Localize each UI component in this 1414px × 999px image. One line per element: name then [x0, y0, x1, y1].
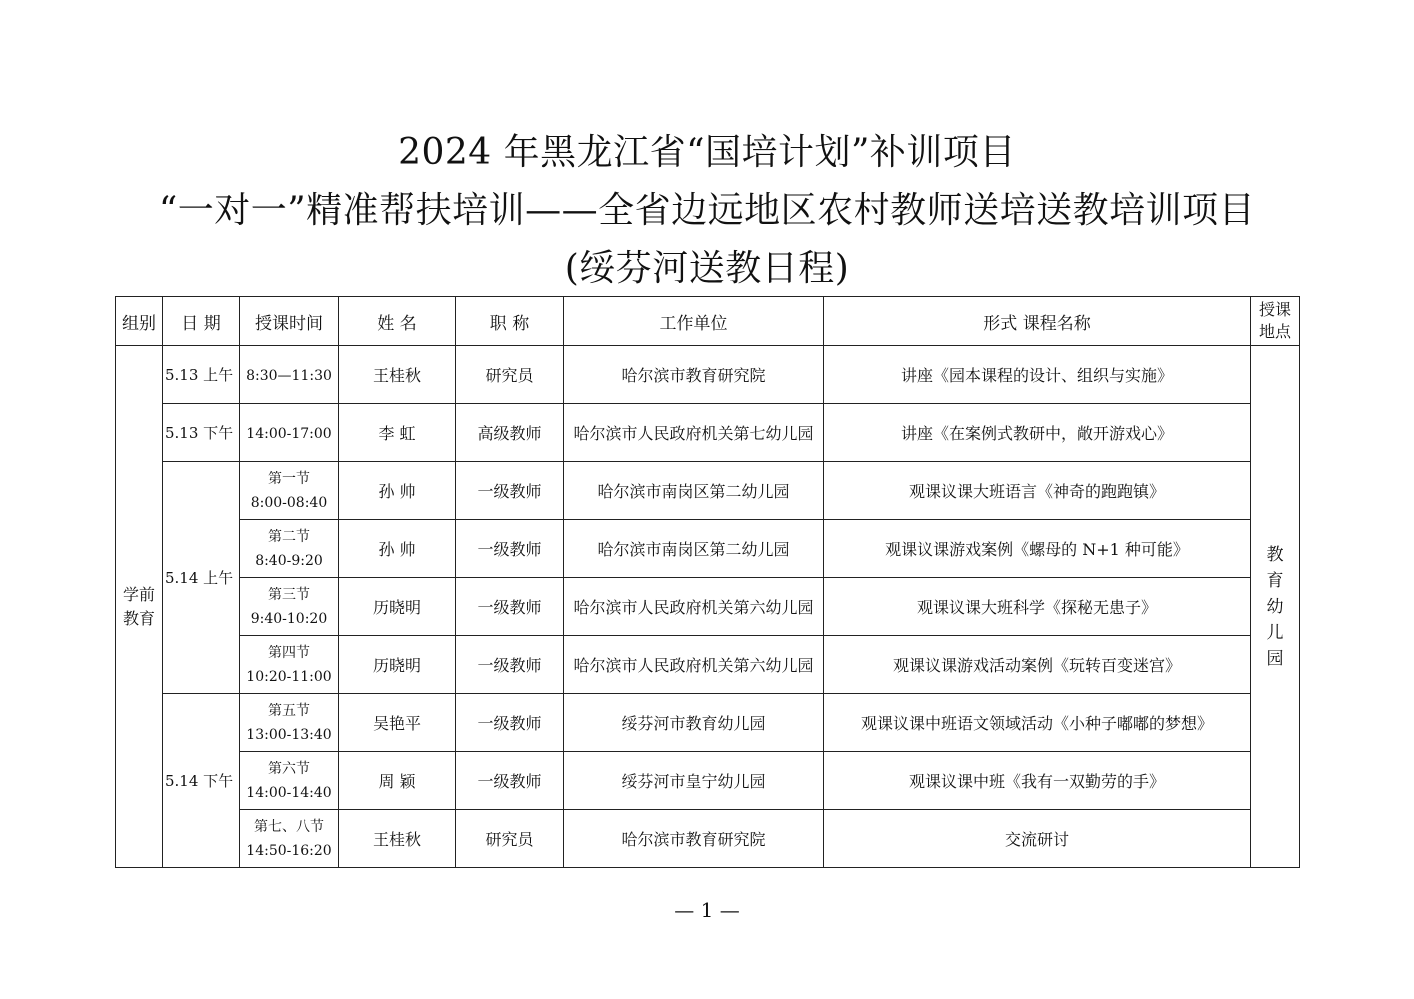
- slot-time: 10:20-11:00: [246, 668, 332, 685]
- group-cell: [116, 346, 163, 868]
- page-number: — 1 —: [674, 898, 740, 922]
- table-row: [116, 520, 1300, 578]
- name-cell: 吴艳平: [339, 694, 456, 752]
- name-cell: 周 颖: [339, 752, 456, 810]
- header-place-line2: 地点: [1258, 322, 1291, 341]
- table-row: [116, 346, 1300, 404]
- title-cell: 一级教师: [456, 694, 564, 752]
- time-cell: [240, 810, 339, 868]
- table-row: [116, 578, 1300, 636]
- time-cell: [240, 578, 339, 636]
- time-text: 8:30—11:30: [246, 368, 332, 384]
- time-cell: [240, 694, 339, 752]
- unit-cell: 哈尔滨市人民政府机关第六幼儿园: [564, 636, 824, 694]
- course-cell: 观课议课中班《我有一双勤劳的手》: [824, 752, 1251, 810]
- date-cell: 5.13 下午: [163, 404, 240, 462]
- slot-label: 第四节: [268, 644, 310, 661]
- unit-cell: 哈尔滨市南岗区第二幼儿园: [564, 520, 824, 578]
- time-cell: [240, 346, 339, 404]
- date-cell: 5.14 下午: [163, 694, 240, 868]
- header-place: [1251, 297, 1300, 346]
- place-char: 育: [1266, 570, 1284, 591]
- title-cell: 一级教师: [456, 462, 564, 520]
- table-row: [116, 810, 1300, 868]
- unit-cell: 哈尔滨市南岗区第二幼儿园: [564, 462, 824, 520]
- unit-cell: 哈尔滨市教育研究院: [564, 346, 824, 404]
- unit-cell: 绥芬河市教育幼儿园: [564, 694, 824, 752]
- time-cell: [240, 404, 339, 462]
- name-cell: 孙 帅: [339, 462, 456, 520]
- time-text: 14:00-17:00: [246, 426, 332, 442]
- time-cell: [240, 752, 339, 810]
- course-cell: 观课议课大班语言《神奇的跑跑镇》: [824, 462, 1251, 520]
- slot-label: 第一节: [268, 470, 310, 487]
- table-row: [116, 462, 1300, 520]
- table-row: [116, 752, 1300, 810]
- place-char: 教: [1266, 544, 1284, 565]
- course-cell: 讲座《在案例式教研中，敞开游戏心》: [824, 404, 1251, 462]
- slot-time: 13:00-13:40: [246, 726, 332, 743]
- course-cell: 观课议课中班语文领域活动《小种子嘟嘟的梦想》: [824, 694, 1251, 752]
- slot-time: 14:50-16:20: [246, 842, 332, 859]
- place-char: 幼: [1266, 596, 1284, 617]
- header-group: 组别: [116, 297, 163, 346]
- slot-time: 9:40-10:20: [250, 610, 328, 627]
- header-unit: 工作单位: [564, 297, 824, 346]
- schedule-table: [115, 296, 1300, 868]
- slot-label: 第三节: [268, 586, 310, 603]
- course-cell: 观课议课游戏活动案例《玩转百变迷宫》: [824, 636, 1251, 694]
- document-title: [0, 124, 1414, 298]
- header-time: 授课时间: [240, 297, 339, 346]
- header-title: 职 称: [456, 297, 564, 346]
- slot-time: 8:40-9:20: [255, 552, 323, 569]
- name-cell: 孙 帅: [339, 520, 456, 578]
- group-line1: 学前: [122, 584, 155, 604]
- name-cell: 李 虹: [339, 404, 456, 462]
- title-cell: 高级教师: [456, 404, 564, 462]
- table-header-row: [116, 297, 1300, 346]
- place-char: 园: [1266, 648, 1284, 669]
- name-cell: 历晓明: [339, 636, 456, 694]
- slot-label: 第六节: [268, 760, 310, 777]
- course-cell: 观课议课大班科学《探秘无患子》: [824, 578, 1251, 636]
- slot-label: 第二节: [268, 528, 310, 545]
- slot-time: 8:00-08:40: [250, 494, 328, 511]
- date-cell: 5.14 上午: [163, 462, 240, 694]
- header-name: 姓 名: [339, 297, 456, 346]
- place-char: 儿: [1266, 622, 1284, 643]
- slot-label: 第七、八节: [254, 818, 324, 835]
- course-cell: 交流研讨: [824, 810, 1251, 868]
- name-cell: 王桂秋: [339, 346, 456, 404]
- unit-cell: 哈尔滨市人民政府机关第六幼儿园: [564, 578, 824, 636]
- table-row: [116, 404, 1300, 462]
- time-cell: [240, 462, 339, 520]
- table-row: [116, 636, 1300, 694]
- unit-cell: 绥芬河市皇宁幼儿园: [564, 752, 824, 810]
- title-line-1: 2024 年黑龙江省“国培计划”补训项目: [398, 132, 1016, 173]
- course-cell: 讲座《园本课程的设计、组织与实施》: [824, 346, 1251, 404]
- slot-time: 14:00-14:40: [246, 784, 332, 801]
- title-cell: 一级教师: [456, 752, 564, 810]
- title-cell: 一级教师: [456, 520, 564, 578]
- unit-cell: 哈尔滨市人民政府机关第七幼儿园: [564, 404, 824, 462]
- header-course: 形式 课程名称: [824, 297, 1251, 346]
- time-cell: [240, 636, 339, 694]
- slot-label: 第五节: [268, 702, 310, 719]
- time-cell: [240, 520, 339, 578]
- title-cell: 一级教师: [456, 578, 564, 636]
- group-line2: 教育: [122, 608, 155, 628]
- header-place-line1: 授课: [1258, 300, 1291, 319]
- title-cell: 一级教师: [456, 636, 564, 694]
- name-cell: 王桂秋: [339, 810, 456, 868]
- course-cell: 观课议课游戏案例《螺母的 N+1 种可能》: [824, 520, 1251, 578]
- unit-cell: 哈尔滨市教育研究院: [564, 810, 824, 868]
- date-cell: 5.13 上午: [163, 346, 240, 404]
- header-date: 日 期: [163, 297, 240, 346]
- title-cell: 研究员: [456, 346, 564, 404]
- name-cell: 历晓明: [339, 578, 456, 636]
- title-line-2: “一对一”精准帮扶培训——全省边远地区农村教师送培送教培训项目: [158, 190, 1256, 231]
- table-row: [116, 694, 1300, 752]
- title-line-3: (绥芬河送教日程): [564, 248, 850, 289]
- title-cell: 研究员: [456, 810, 564, 868]
- place-cell: [1251, 346, 1300, 868]
